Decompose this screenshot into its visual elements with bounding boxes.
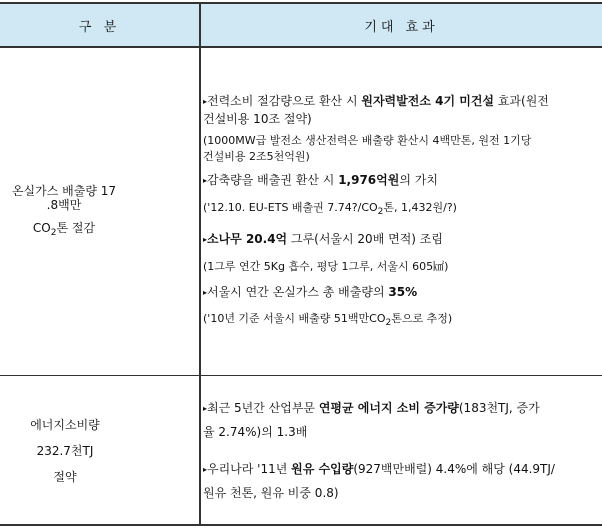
right-triangle-marker-icon: ▸ bbox=[203, 404, 208, 413]
row1-item3-bold: 소나무 20.4억 bbox=[207, 232, 288, 246]
row2-item1-text3: 율 2.74%)의 1.3배 bbox=[203, 425, 308, 439]
row1-note4-text: ('10년 기준 서울시 배출량 51백만CO bbox=[203, 312, 386, 325]
row1-item1-text: 전력소비 절감량으로 환산 시 bbox=[207, 94, 362, 108]
row1-note-nuclear bbox=[203, 133, 599, 165]
row1-label-line1: 온실가스 배출량 17 bbox=[11, 184, 117, 198]
row2-item1-text: 최근 5년간 산업부문 bbox=[207, 401, 319, 415]
row2-item2-bold: 원유 수입량 bbox=[291, 462, 354, 476]
row2-item2-text: 우리나라 '11년 bbox=[207, 462, 292, 476]
row1-label-line3 bbox=[0, 221, 128, 238]
row1-item-credit bbox=[203, 172, 599, 190]
header-category-label: 구 분 bbox=[78, 19, 121, 35]
right-triangle-marker-icon: ▸ bbox=[203, 235, 208, 244]
row1-item3-text: 그루(서울시 20배 면적) 조림 bbox=[287, 232, 443, 246]
row1-note-credit bbox=[203, 200, 599, 216]
header-effect-label: 기대 효과 bbox=[364, 19, 439, 35]
row2-item1-bold: 연평균 에너지 소비 증가량 bbox=[318, 401, 459, 415]
border-header-bottom bbox=[0, 46, 602, 48]
header-category bbox=[0, 4, 199, 46]
row1-note4-text2: 톤으로 추정) bbox=[391, 312, 453, 325]
row1-note2-text2: 톤, 1,432원/?) bbox=[383, 201, 457, 214]
row1-note1-line1: (1000MW급 발전소 생산전력은 배출량 환산시 4백만톤, 원전 1기당 bbox=[203, 134, 532, 147]
row1-label-line2: .8백만 bbox=[46, 198, 82, 212]
row1-category bbox=[0, 184, 128, 238]
row2-item-energy bbox=[203, 397, 599, 443]
row1-item2-bold: 1,976억원 bbox=[338, 173, 400, 187]
row1-item2-text: 감축량을 배출권 환산 시 bbox=[207, 173, 339, 187]
row1-item4-bold: 35% bbox=[388, 285, 418, 299]
row1-note1-line2: 건설비용 2조5천억원) bbox=[203, 150, 310, 163]
row1-note-pine bbox=[203, 259, 599, 275]
border-bottom bbox=[0, 524, 602, 526]
row1-item2-text2: 의 가치 bbox=[399, 173, 438, 187]
row1-label-reduction: 톤 절감 bbox=[56, 221, 96, 235]
row1-item1-text2: 효과(원전 bbox=[494, 94, 549, 108]
row2-category bbox=[0, 412, 130, 490]
row1-item-nuclear bbox=[203, 93, 599, 127]
right-triangle-marker-icon: ▸ bbox=[203, 97, 208, 106]
right-triangle-marker-icon: ▸ bbox=[203, 176, 208, 185]
row2-label-line2: 232.7천TJ bbox=[36, 444, 94, 458]
right-triangle-marker-icon: ▸ bbox=[203, 288, 208, 297]
row1-note2-sub: 2 bbox=[377, 207, 384, 217]
row2-item1-text2: (183천TJ, 증가 bbox=[458, 401, 540, 415]
row1-item-seoul bbox=[203, 284, 599, 302]
row1-item1-bold: 원자력발전소 4기 미건설 bbox=[361, 94, 495, 108]
border-row-divider bbox=[0, 375, 602, 376]
row2-label-line1: 에너지소비량 bbox=[30, 418, 100, 432]
row1-label-co-sub: 2 bbox=[50, 228, 57, 238]
row1-note4-sub: 2 bbox=[385, 318, 392, 328]
header-effect bbox=[201, 4, 602, 46]
row1-item4-text: 서울시 연간 온실가스 총 배출량의 bbox=[207, 285, 389, 299]
row2-item2-text3: 원유 천톤, 원유 비중 0.8) bbox=[203, 486, 339, 500]
row1-note-seoul bbox=[203, 311, 599, 327]
row1-item-pine bbox=[203, 231, 599, 249]
right-triangle-marker-icon: ▸ bbox=[203, 465, 208, 474]
row2-item-oil bbox=[203, 458, 599, 504]
border-top bbox=[0, 2, 602, 4]
border-column-divider bbox=[199, 2, 201, 526]
row1-note2-text: ('12.10. EU-ETS 배출권 7.74?/CO bbox=[203, 201, 378, 214]
row2-item2-text2: (927백만배럴) 4.4%에 해당 (44.9TJ/ bbox=[353, 462, 555, 476]
row2-label-line3: 절약 bbox=[53, 470, 77, 484]
row1-item1-text3: 건설비용 10조 절약) bbox=[203, 112, 312, 126]
row1-label-co: CO bbox=[32, 221, 51, 235]
row1-note3-text: (1그루 연간 5Kg 흡수, 평당 1그루, 서울시 605㎢) bbox=[203, 260, 449, 273]
